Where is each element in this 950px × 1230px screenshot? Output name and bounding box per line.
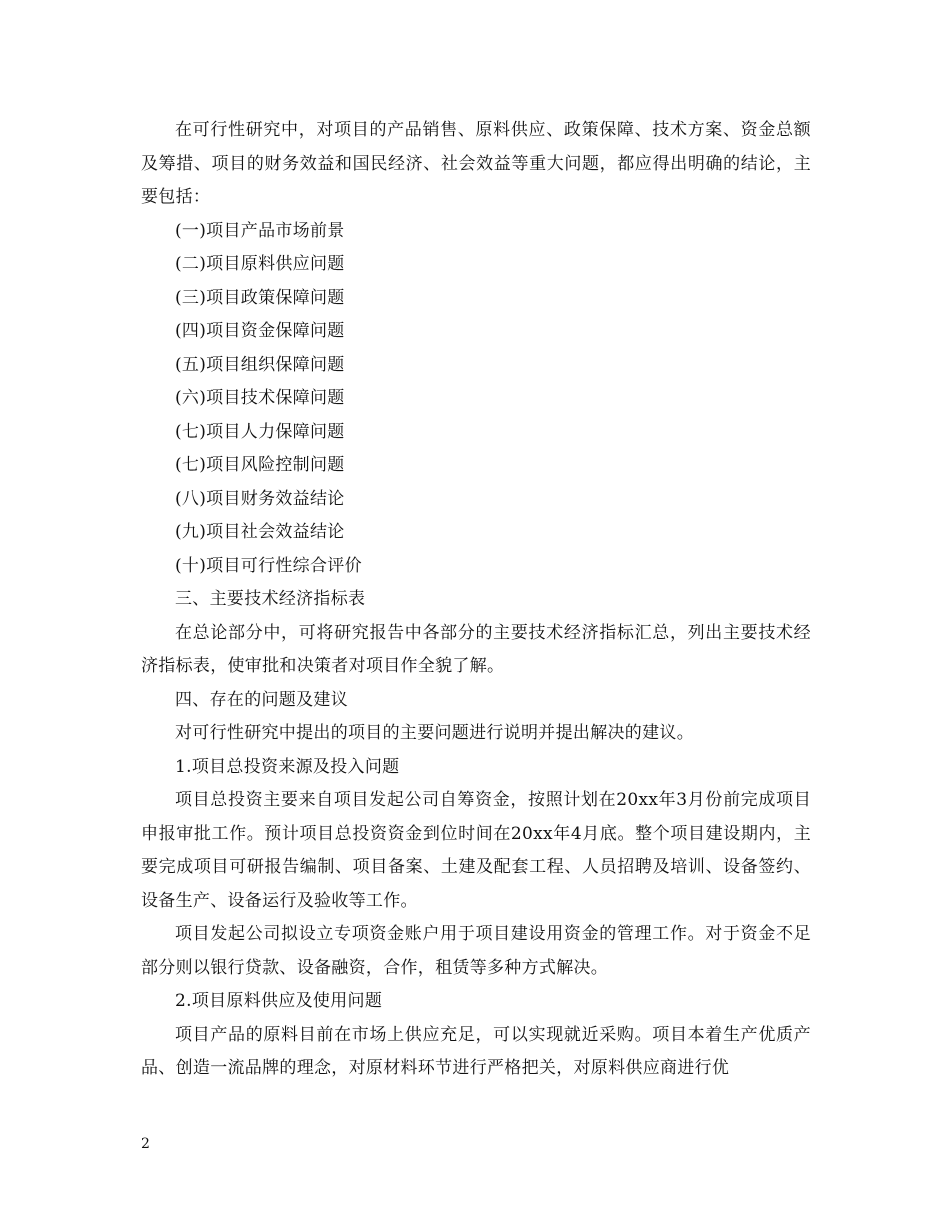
document-body [141, 114, 811, 1086]
list-item: (一)项目产品市场前景 [175, 220, 345, 241]
list-item: (十)项目可行性综合评价 [175, 555, 362, 576]
paragraph: 对可行性研究中提出的项目的主要问题进行说明并提出解决的建议。 [175, 723, 694, 743]
subsection-heading: 2.项目原料供应及使用问题 [175, 991, 383, 1011]
list-item: (六)项目技术保障问题 [175, 388, 345, 408]
section-heading: 四、存在的问题及建议 [175, 689, 348, 710]
list-item: (九)项目社会效益结论 [175, 522, 345, 542]
paragraph: 项目发起公司拟设立专项资金账户用于项目建设用资金的管理工作。对于资金不足部分则以银行贷款、设备融资，合作，租赁等多种方式解决。 [141, 924, 811, 978]
list-item: (五)项目组织保障问题 [175, 354, 345, 375]
list-item: (七)项目人力保障问题 [175, 421, 345, 442]
paragraph-intro: 在可行性研究中，对项目的产品销售、原料供应、政策保障、技术方案、资金总额及筹措、项目的财务效益和国民经济、社会效益等重大问题，都应得出明确的结论，主要包括： [141, 120, 811, 207]
paragraph: 项目总投资主要来自项目发起公司自筹资金，按照计划在20xx年3月份前完成项目申报审批工作。预计项目总投资资金到位时间在20xx年4月底。整个项目建设期内，主要完成项目可研报告编制、项目备案、土建及配套工程、人员招聘及培训、设备签约、设备生产、设备运行及验收等工作。 [141, 790, 811, 911]
list-item: (二)项目原料供应问题 [175, 254, 345, 274]
list-item: (三)项目政策保障问题 [175, 287, 345, 308]
paragraph: 在总论部分中，可将研究报告中各部分的主要技术经济指标汇总，列出主要技术经济指标表，使审批和决策者对项目作全貌了解。 [141, 622, 811, 676]
subsection-heading: 1.项目总投资来源及投入问题 [175, 756, 400, 777]
section-heading: 三、主要技术经济指标表 [175, 589, 366, 609]
list-item: (四)项目资金保障问题 [175, 321, 345, 341]
paragraph: 项目产品的原料目前在市场上供应充足，可以实现就近采购。项目本着生产优质产品、创造一流品牌的理念，对原材料环节进行严格把关，对原料供应商进行优 [141, 1024, 811, 1078]
list-item: (七)项目风险控制问题 [175, 455, 345, 475]
list-item: (八)项目财务效益结论 [175, 488, 345, 509]
page-number: 2 [141, 1136, 150, 1152]
